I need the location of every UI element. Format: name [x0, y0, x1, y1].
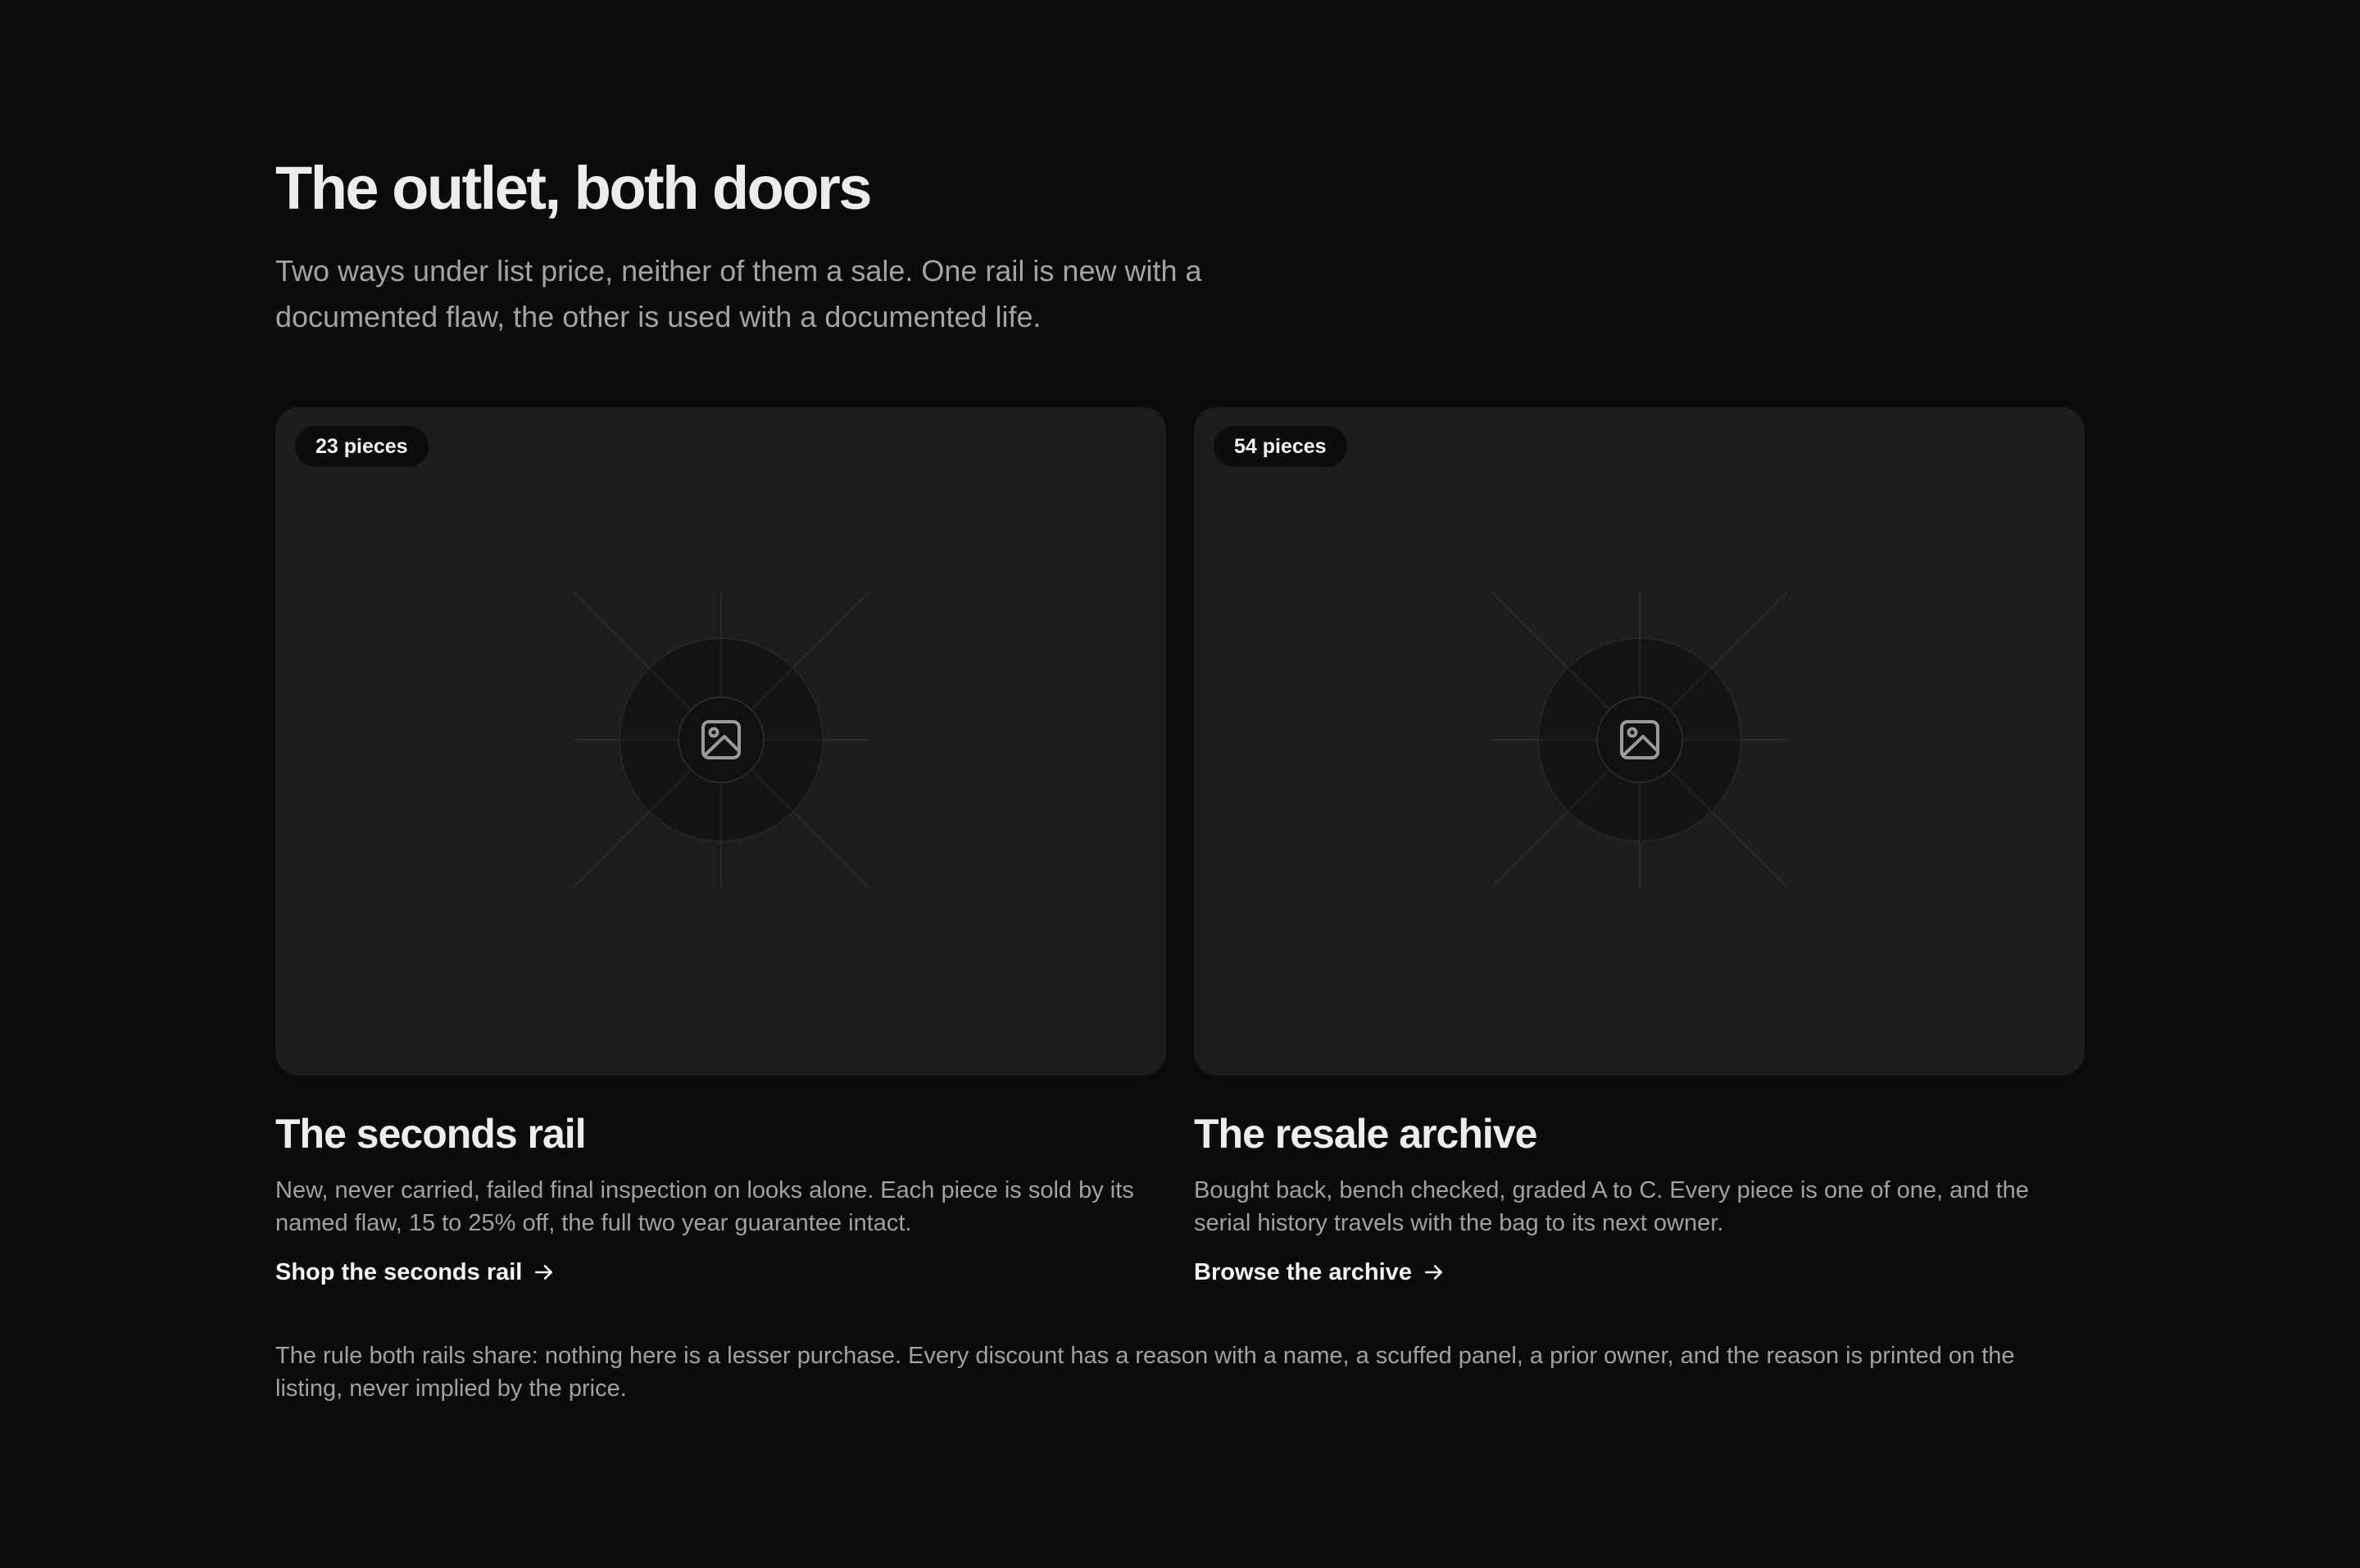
link-label: Shop the seconds rail — [275, 1259, 523, 1285]
card-description: New, never carried, failed final inspection on looks alone. Each piece is sold by its named flaw, 15 to 25% off, the full two year guarantee intact. — [275, 1177, 1134, 1236]
outlet-section — [275, 152, 2085, 1405]
shop-seconds-rail-link[interactable] — [275, 1256, 555, 1289]
card-resale-archive — [1194, 407, 2085, 1289]
card-title: The resale archive — [1194, 1111, 1537, 1157]
piece-count-badge: 54 pieces — [1214, 426, 1347, 467]
image-placeholder-icon — [1492, 592, 1787, 887]
card-media[interactable] — [1194, 407, 2085, 1076]
arrow-right-icon — [1423, 1262, 1445, 1283]
shared-rule-note: The rule both rails share: nothing here is a lesser purchase. Every discount has a reason with a name, a scuffed panel, a prior owner, and the reason is printed on the listing, never implied by the price. — [275, 1343, 2015, 1402]
browse-archive-link[interactable] — [1194, 1256, 1445, 1289]
link-label: Browse the archive — [1194, 1259, 1412, 1285]
section-subtitle: Two ways under list price, neither of them a sale. One rail is new with a documented flaw, the other is used with a documented life. — [275, 254, 1202, 333]
section-title: The outlet, both doors — [275, 154, 871, 222]
arrow-right-icon — [533, 1262, 555, 1283]
rail-cards — [275, 407, 2085, 1289]
card-media[interactable] — [275, 407, 1166, 1076]
card-description: Bought back, bench checked, graded A to C. Every piece is one of one, and the serial history travels with the bag to its next owner. — [1194, 1177, 2029, 1236]
image-placeholder-icon — [574, 592, 869, 887]
piece-count-badge: 23 pieces — [295, 426, 429, 467]
card-seconds-rail — [275, 407, 1166, 1289]
card-title: The seconds rail — [275, 1111, 586, 1157]
